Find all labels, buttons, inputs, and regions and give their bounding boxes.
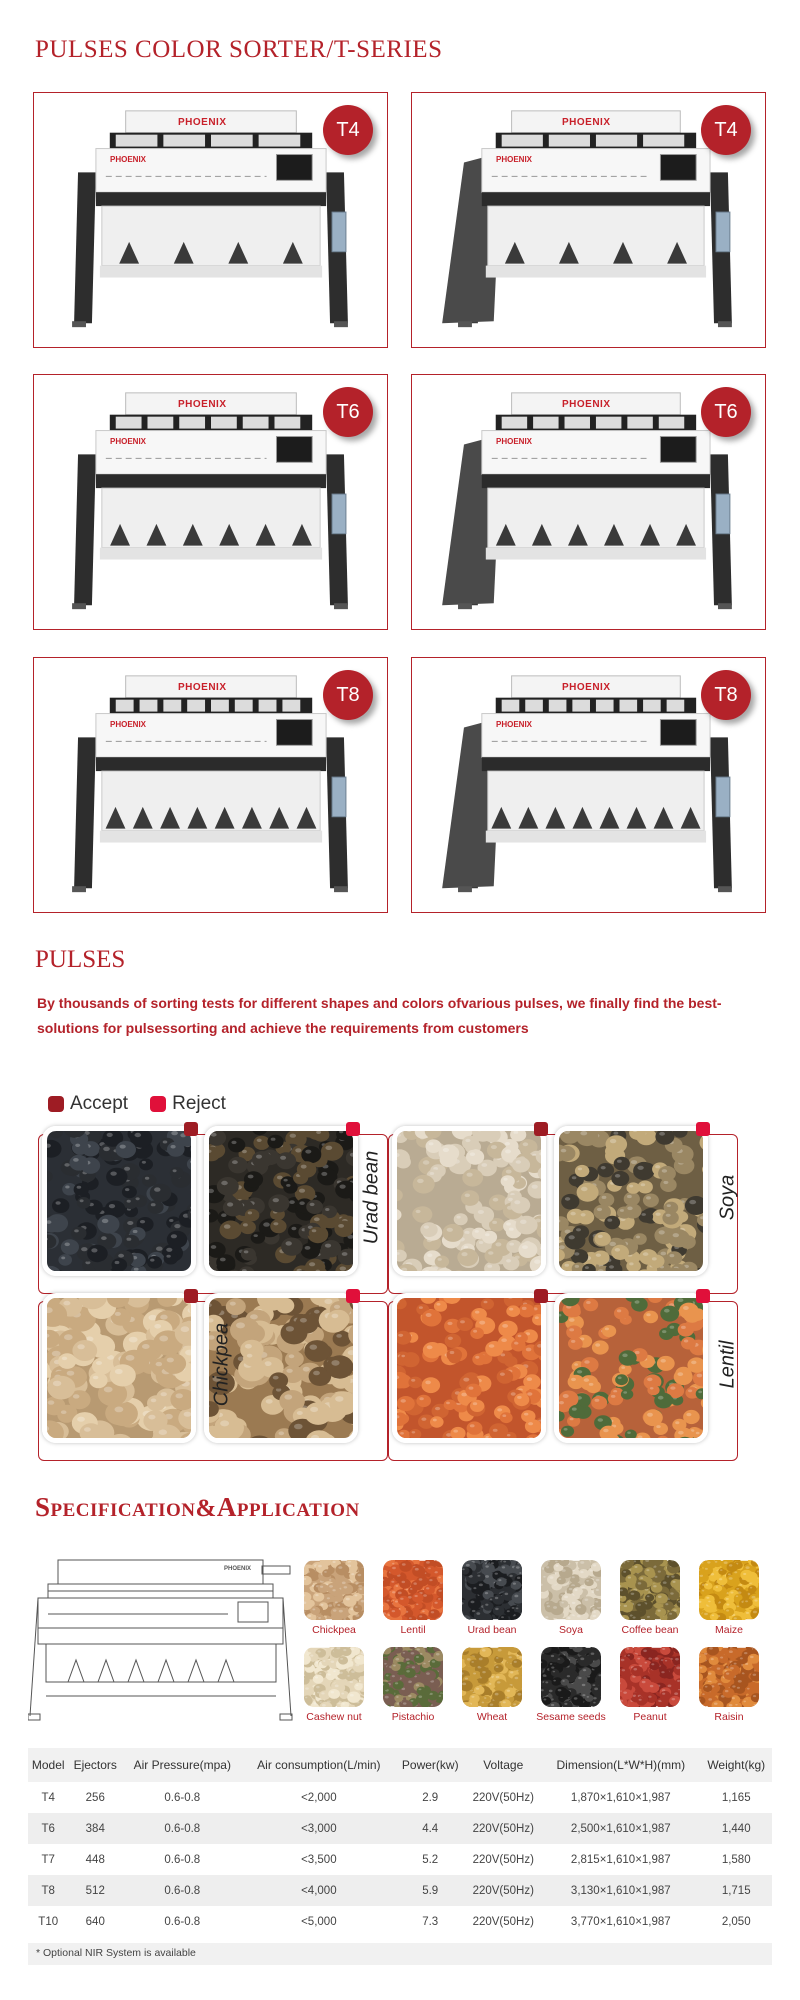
table-row <box>28 1813 772 1844</box>
machine-brand-panel: PHOENIX <box>110 437 147 446</box>
table-cell: 220V(50Hz) <box>472 1915 534 1928</box>
application-thumbnail <box>383 1647 443 1707</box>
table-cell: <3,000 <box>243 1813 396 1844</box>
table-cell: 256 <box>85 1791 105 1804</box>
machine-brand-panel: PHOENIX <box>496 720 533 729</box>
application-thumbnail <box>383 1560 443 1620</box>
application-item-raisin <box>693 1647 765 1723</box>
spec-column-header: Weight(kg) <box>700 1748 772 1782</box>
table-cell: 0.6-0.8 <box>164 1791 201 1804</box>
table-cell: 1,440 <box>700 1813 772 1844</box>
legend-accept-label: Accept <box>70 1093 129 1114</box>
sample-label: Chickpea <box>210 1322 233 1407</box>
accept-sample-image <box>392 1293 546 1443</box>
table-cell: 220V(50Hz) <box>465 1875 541 1906</box>
table-cell: 448 <box>85 1853 105 1866</box>
machine-brand-panel: PHOENIX <box>110 720 147 729</box>
machine-brand-panel: PHOENIX <box>496 437 533 446</box>
table-cell: 640 <box>85 1915 105 1928</box>
application-item-peanut <box>614 1647 686 1723</box>
model-badge: T6 <box>701 387 751 437</box>
application-label: Maize <box>714 1624 743 1636</box>
table-cell: 0.6-0.8 <box>122 1813 242 1844</box>
machine-card-t4 <box>411 92 766 348</box>
application-thumbnail <box>462 1647 522 1707</box>
spec-column-header: Power(kw) <box>395 1748 465 1782</box>
table-row <box>28 1906 772 1937</box>
model-badge: T8 <box>701 670 751 720</box>
table-cell: 1,715 <box>700 1875 772 1906</box>
machine-brand-top: PHOENIX <box>178 399 227 410</box>
machine-card-t6 <box>33 374 388 630</box>
machine-card-t8 <box>411 657 766 913</box>
table-cell: 5.2 <box>422 1853 439 1866</box>
spec-table-header <box>28 1748 772 1782</box>
table-cell: 5.9 <box>395 1875 465 1906</box>
spec-column-header: Air Pressure(mpa) <box>122 1748 242 1782</box>
spec-column-header: Model <box>28 1748 68 1782</box>
application-thumbnail <box>620 1560 680 1620</box>
accept-sample-image <box>392 1126 546 1276</box>
application-label: Raisin <box>714 1711 744 1723</box>
application-label: Cashew nut <box>306 1711 362 1723</box>
sample-label: Soya <box>716 1174 739 1221</box>
table-cell: 220V(50Hz) <box>472 1791 534 1804</box>
table-cell: 2,500×1,610×1,987 <box>541 1813 700 1844</box>
machine-brand-panel: PHOENIX <box>496 155 533 164</box>
spec-column-header: Ejectors <box>68 1748 122 1782</box>
reject-swatch <box>150 1096 166 1112</box>
table-cell: <4,000 <box>243 1875 396 1906</box>
table-cell: <5,000 <box>301 1915 337 1928</box>
table-cell: T6 <box>28 1813 68 1844</box>
model-badge: T6 <box>323 387 373 437</box>
table-cell: 0.6-0.8 <box>164 1915 201 1928</box>
reject-tag <box>696 1289 710 1303</box>
application-thumbnail <box>304 1647 364 1707</box>
machine-brand-top: PHOENIX <box>178 117 227 128</box>
application-label: Coffee bean <box>621 1624 679 1636</box>
reject-tag <box>346 1289 360 1303</box>
table-cell: 0.6-0.8 <box>122 1875 242 1906</box>
model-badge: T8 <box>323 670 373 720</box>
table-cell: 1,870×1,610×1,987 <box>570 1791 671 1804</box>
application-label: Sesame seeds <box>536 1711 606 1723</box>
reject-sample-image <box>554 1126 708 1276</box>
machine-brand-top: PHOENIX <box>178 682 227 693</box>
legend-reject <box>150 1093 226 1115</box>
application-label: Urad bean <box>467 1624 517 1636</box>
table-cell: <3,500 <box>301 1853 337 1866</box>
reject-sample-image <box>554 1293 708 1443</box>
table-cell: 7.3 <box>422 1915 439 1928</box>
legend-reject-label: Reject <box>172 1093 226 1114</box>
table-cell: <2,000 <box>301 1791 337 1804</box>
table-cell: T10 <box>38 1915 59 1928</box>
table-cell: 220V(50Hz) <box>465 1813 541 1844</box>
sample-label: Urad bean <box>360 1150 383 1245</box>
accept-tag <box>184 1122 198 1136</box>
model-badge: T4 <box>323 105 373 155</box>
application-label: Pistachio <box>391 1711 435 1723</box>
application-thumbnail <box>462 1560 522 1620</box>
table-cell: 1,580 <box>721 1853 751 1866</box>
reject-sample-image <box>204 1126 358 1276</box>
application-thumbnail <box>699 1560 759 1620</box>
spec-column-header: Air consumption(L/min) <box>243 1748 396 1782</box>
machine-brand-panel: PHOENIX <box>110 155 147 164</box>
spec-heading: SPECIFICATION&APPLICATION <box>35 1492 360 1522</box>
spec-column-header: Dimension(L*W*H)(mm) <box>541 1748 700 1782</box>
table-cell: 512 <box>68 1875 122 1906</box>
page-title: PULSES COLOR SORTER/T-SERIES <box>35 36 443 63</box>
table-cell: 3,130×1,610×1,987 <box>541 1875 700 1906</box>
accept-sample-image <box>42 1126 196 1276</box>
application-item-sesame-seeds <box>535 1647 607 1723</box>
reject-tag <box>696 1122 710 1136</box>
application-label: Lentil <box>400 1624 426 1636</box>
accept-tag <box>534 1122 548 1136</box>
spec-column-header: Voltage <box>465 1748 541 1782</box>
machine-card-t8 <box>33 657 388 913</box>
table-cell: 220V(50Hz) <box>472 1853 534 1866</box>
accept-sample-image <box>42 1293 196 1443</box>
reject-tag <box>346 1122 360 1136</box>
table-cell: T8 <box>28 1875 68 1906</box>
model-badge: T4 <box>701 105 751 155</box>
application-label: Wheat <box>476 1711 508 1723</box>
machine-line-drawing <box>28 1556 293 1726</box>
accept-tag <box>184 1289 198 1303</box>
accept-swatch <box>48 1096 64 1112</box>
machine-brand-top: PHOENIX <box>562 117 611 128</box>
machine-card-t4 <box>33 92 388 348</box>
table-cell: 2,050 <box>721 1915 751 1928</box>
table-cell: 1,165 <box>721 1791 751 1804</box>
application-item-maize <box>693 1560 765 1636</box>
application-thumbnail <box>541 1647 601 1707</box>
table-cell: T4 <box>41 1791 55 1804</box>
table-cell: 4.4 <box>395 1813 465 1844</box>
table-cell: T7 <box>41 1853 55 1866</box>
table-cell: 3,770×1,610×1,987 <box>570 1915 671 1928</box>
legend-accept <box>48 1093 128 1115</box>
table-cell: 2,815×1,610×1,987 <box>570 1853 671 1866</box>
machine-drawing-label: PHOENIX <box>224 1566 252 1572</box>
machine-brand-top: PHOENIX <box>562 682 611 693</box>
spec-table <box>28 1748 772 1937</box>
application-thumbnail <box>699 1647 759 1707</box>
application-thumbnail <box>620 1647 680 1707</box>
spec-note: * Optional NIR System is available <box>28 1943 772 1965</box>
application-label: Chickpea <box>312 1624 356 1636</box>
pulses-heading: PULSES <box>35 946 126 973</box>
application-item-chickpea <box>298 1560 370 1636</box>
sample-label: Lentil <box>716 1340 739 1389</box>
application-item-coffee-bean <box>614 1560 686 1636</box>
application-thumbnail <box>304 1560 364 1620</box>
table-row <box>28 1782 772 1813</box>
machine-card-t6 <box>411 374 766 630</box>
table-row <box>28 1844 772 1875</box>
application-item-urad-bean <box>456 1560 528 1636</box>
application-item-lentil <box>377 1560 449 1636</box>
application-label: Peanut <box>633 1711 667 1723</box>
application-item-pistachio <box>377 1647 449 1723</box>
pulses-description: By thousands of sorting tests for different shapes and colors ofvarious pulses, we finally find the best-solutions for pulsessorting and achieve the requirements from customers <box>37 995 722 1036</box>
application-item-wheat <box>456 1647 528 1723</box>
application-thumbnail <box>541 1560 601 1620</box>
table-cell: 0.6-0.8 <box>164 1853 201 1866</box>
table-cell: 384 <box>68 1813 122 1844</box>
accept-tag <box>534 1289 548 1303</box>
table-cell: 2.9 <box>422 1791 439 1804</box>
legend <box>48 1093 226 1115</box>
application-item-cashew-nut <box>298 1647 370 1723</box>
table-row <box>28 1875 772 1906</box>
machine-brand-top: PHOENIX <box>562 399 611 410</box>
application-label: Soya <box>559 1624 583 1636</box>
application-item-soya <box>535 1560 607 1636</box>
